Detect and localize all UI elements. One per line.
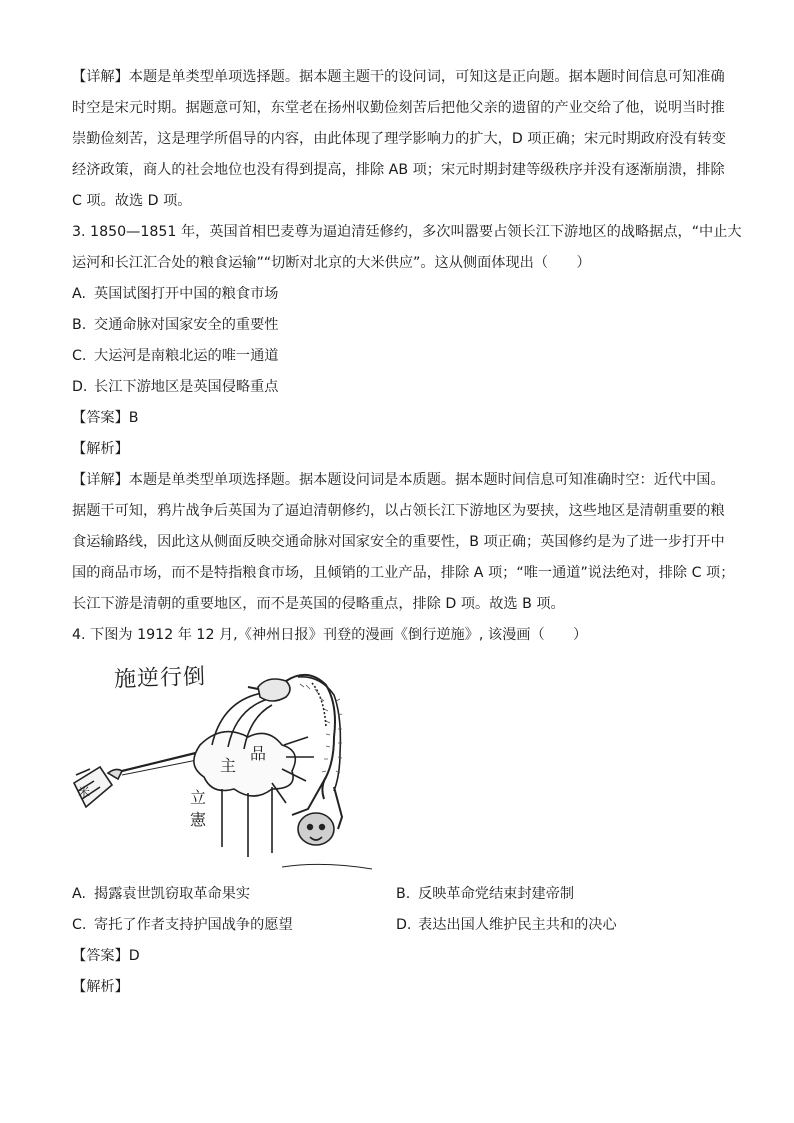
q4-option-c[interactable]: C. 寄托了作者支持护国战争的愿望 [72,917,293,933]
q3-option-d[interactable]: D. 长江下游地区是英国侵略重点 [72,379,279,395]
q4-analysis-heading: 【解析】 [72,979,129,995]
q3-analysis-heading: 【解析】 [72,441,129,457]
q4-option-b[interactable]: B. 反映革命党结束封建帝制 [396,886,575,902]
q3-answer: 【答案】B [72,410,139,426]
cartoon-char-c: 立 [190,788,207,807]
q3-stem-line-2: 运河和长江汇合处的粮食运输”“切断对北京的大米供应”。这从侧面体现出（ ） [72,255,591,271]
q4-option-a[interactable]: A. 揭露袁世凯窃取革命果实 [72,886,251,902]
q3-stem [72,217,742,279]
document-page [72,62,742,1003]
cartoon-title: 施逆行倒 [113,664,207,693]
q3-detail-line-5: 长江下游是清朝的重要地区，而不是英国的侵略重点，排除 D 项。故选 B 项。 [72,596,565,612]
q4-option-d[interactable]: D. 表达出国人维护民主共和的决心 [396,917,617,933]
q3-detail-line-3: 食运输路线，因此这从侧面反映交通命脉对国家安全的重要性，B 项正确；英国修约是为了进一步打开中 [72,534,725,550]
q4-stem: 4. 下图为 1912 年 12 月,《神州日报》刊登的漫画《倒行逆施》, 该漫画（ ） [72,627,588,643]
q3-detail-line-4: 国的商品市场，而不是特指粮食市场，且倾销的工业产品，排除 A 项；“唯一通道”说法绝对，排除 C 项； [72,565,735,581]
q2-detail [72,62,726,217]
q2-detail-line-3: 崇勤俭刻苦，这是理学所倡导的内容，由此体现了理学影响力的扩大，D 项正确；宋元时期政府没有转变 [72,131,726,147]
q2-detail-line-4: 经济政策，商人的社会地位也没有得到提高，排除 AB 项；宋元时期封建等级秩序并没有逐渐崩溃，排除 [72,162,725,178]
q3-option-b[interactable]: B. 交通命脉对国家安全的重要性 [72,317,279,333]
q4-answer-value: D [128,948,140,964]
q2-detail-line-1: 本题是单类型单项选择题。据本题主题干的设问词，可知这是正向题。据本题时间信息可知准确 [128,69,725,85]
q3-option-a[interactable]: A. 英国试图打开中国的粮食市场 [72,286,279,302]
detail-label: 【详解】 [72,69,129,85]
cartoon-char-b: 品 [250,744,267,763]
cartoon-char-sleeve: 米 [78,785,91,799]
q3-detail: 【详解】本题是单类型单项选择题。据本题设问词是本质题。据本题时间信息可知准确时空：近代中国。 据题干可知，鸦片战争后英国为了逼迫清朝修约，以占领长江下游地区为要挟，这些地区是清朝重要的粮 食运输路线，因此这从侧面反映交通命脉对国家安全的重要性，B 项正确；英国修约是为了进一步打开中 国的商品市场，而不是特指粮食市场，且倾销的工业产品，排除 A 项；“唯一通道”说法绝对，排除 C 项； 长江下游是清朝的重要地区，而不是英国的侵略重点，排除 D 项。故选 B 项。 [72,465,722,620]
q3-option-c[interactable]: C. 大运河是南粮北运的唯一通道 [72,348,279,364]
cartoon-char-a: 主 [220,756,237,775]
q2-detail-line-2: 时空是宋元时期。据题意可知，东堂老在扬州収勤俭刻苦后把他父亲的遗留的产业交给了他，说明当时推 [72,100,725,116]
cartoon-figure [72,657,412,879]
q3-stem-line-1: 3. 1850—1851 年，英国首相巴麦尊为逼迫清廷修约，多次叫嚣要占领长江下游地区的战略据点，“中止大 [72,224,742,240]
q4-answer: 【答案】D [72,948,140,964]
q4-options [72,879,722,941]
q3-answer-value: B [128,410,139,426]
q3-detail-line-1: 本题是单类型单项选择题。据本题设问词是本质题。据本题时间信息可知准确时空：近代中国。 [128,472,725,488]
cartoon-char-d: 憲 [190,810,207,829]
q2-detail-line-5: C 项。故选 D 项。 [72,193,192,209]
q3-detail-line-2: 据题干可知，鸦片战争后英国为了逼迫清朝修约，以占领长江下游地区为要挟，这些地区是清朝重要的粮 [72,503,725,519]
